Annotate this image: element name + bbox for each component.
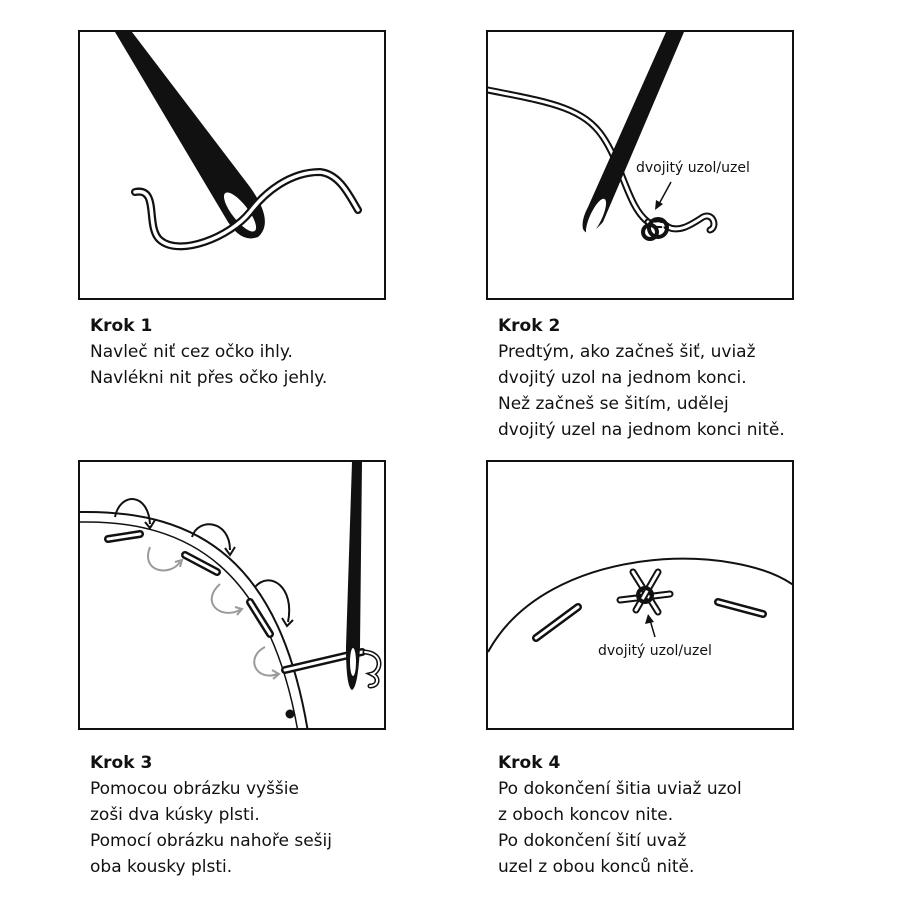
step-line: Po dokončení šitia uviaž uzol [498, 779, 742, 799]
step-line: dvojitý uzel na jednom konci nitě. [498, 420, 785, 440]
step-1-caption [90, 313, 327, 391]
step-line: uzel z obou konců nitě. [498, 857, 695, 877]
step-line: Než začneš se šitím, udělej [498, 394, 729, 414]
step-1-illustration [78, 30, 386, 300]
finished-knot-icon [488, 462, 794, 730]
step-line: Pomocou obrázku vyššie [90, 779, 299, 799]
step-line: dvojitý uzol na jednom konci. [498, 368, 747, 388]
step-3-illustration [78, 460, 386, 730]
step-title: Krok 1 [90, 316, 153, 336]
step-2-caption [498, 313, 785, 443]
step-line: zoši dva kúsky plsti. [90, 805, 260, 825]
step-4-illustration [486, 460, 794, 730]
step-line: oba kousky plsti. [90, 857, 233, 877]
step-line: Predtým, ako začneš šiť, uviaž [498, 342, 756, 362]
step-line: Navlékni nit přes očko jehly. [90, 368, 328, 388]
knot-label: dvojitý uzol/uzel [598, 643, 712, 659]
step-3-caption [90, 750, 332, 880]
step-line: Po dokončení šití uvaž [498, 831, 687, 851]
stitching-felt-icon [80, 462, 386, 730]
step-4-caption [498, 750, 742, 880]
needle-threading-icon [80, 32, 386, 300]
step-line: Pomocí obrázku nahoře sešij [90, 831, 332, 851]
step-title: Krok 4 [498, 753, 561, 773]
step-line: z oboch koncov nite. [498, 805, 674, 825]
double-knot-icon [488, 32, 794, 300]
step-title: Krok 3 [90, 753, 153, 773]
step-title: Krok 2 [498, 316, 561, 336]
knot-label: dvojitý uzol/uzel [636, 160, 750, 176]
step-2-illustration [486, 30, 794, 300]
step-line: Navleč niť cez očko ihly. [90, 342, 293, 362]
